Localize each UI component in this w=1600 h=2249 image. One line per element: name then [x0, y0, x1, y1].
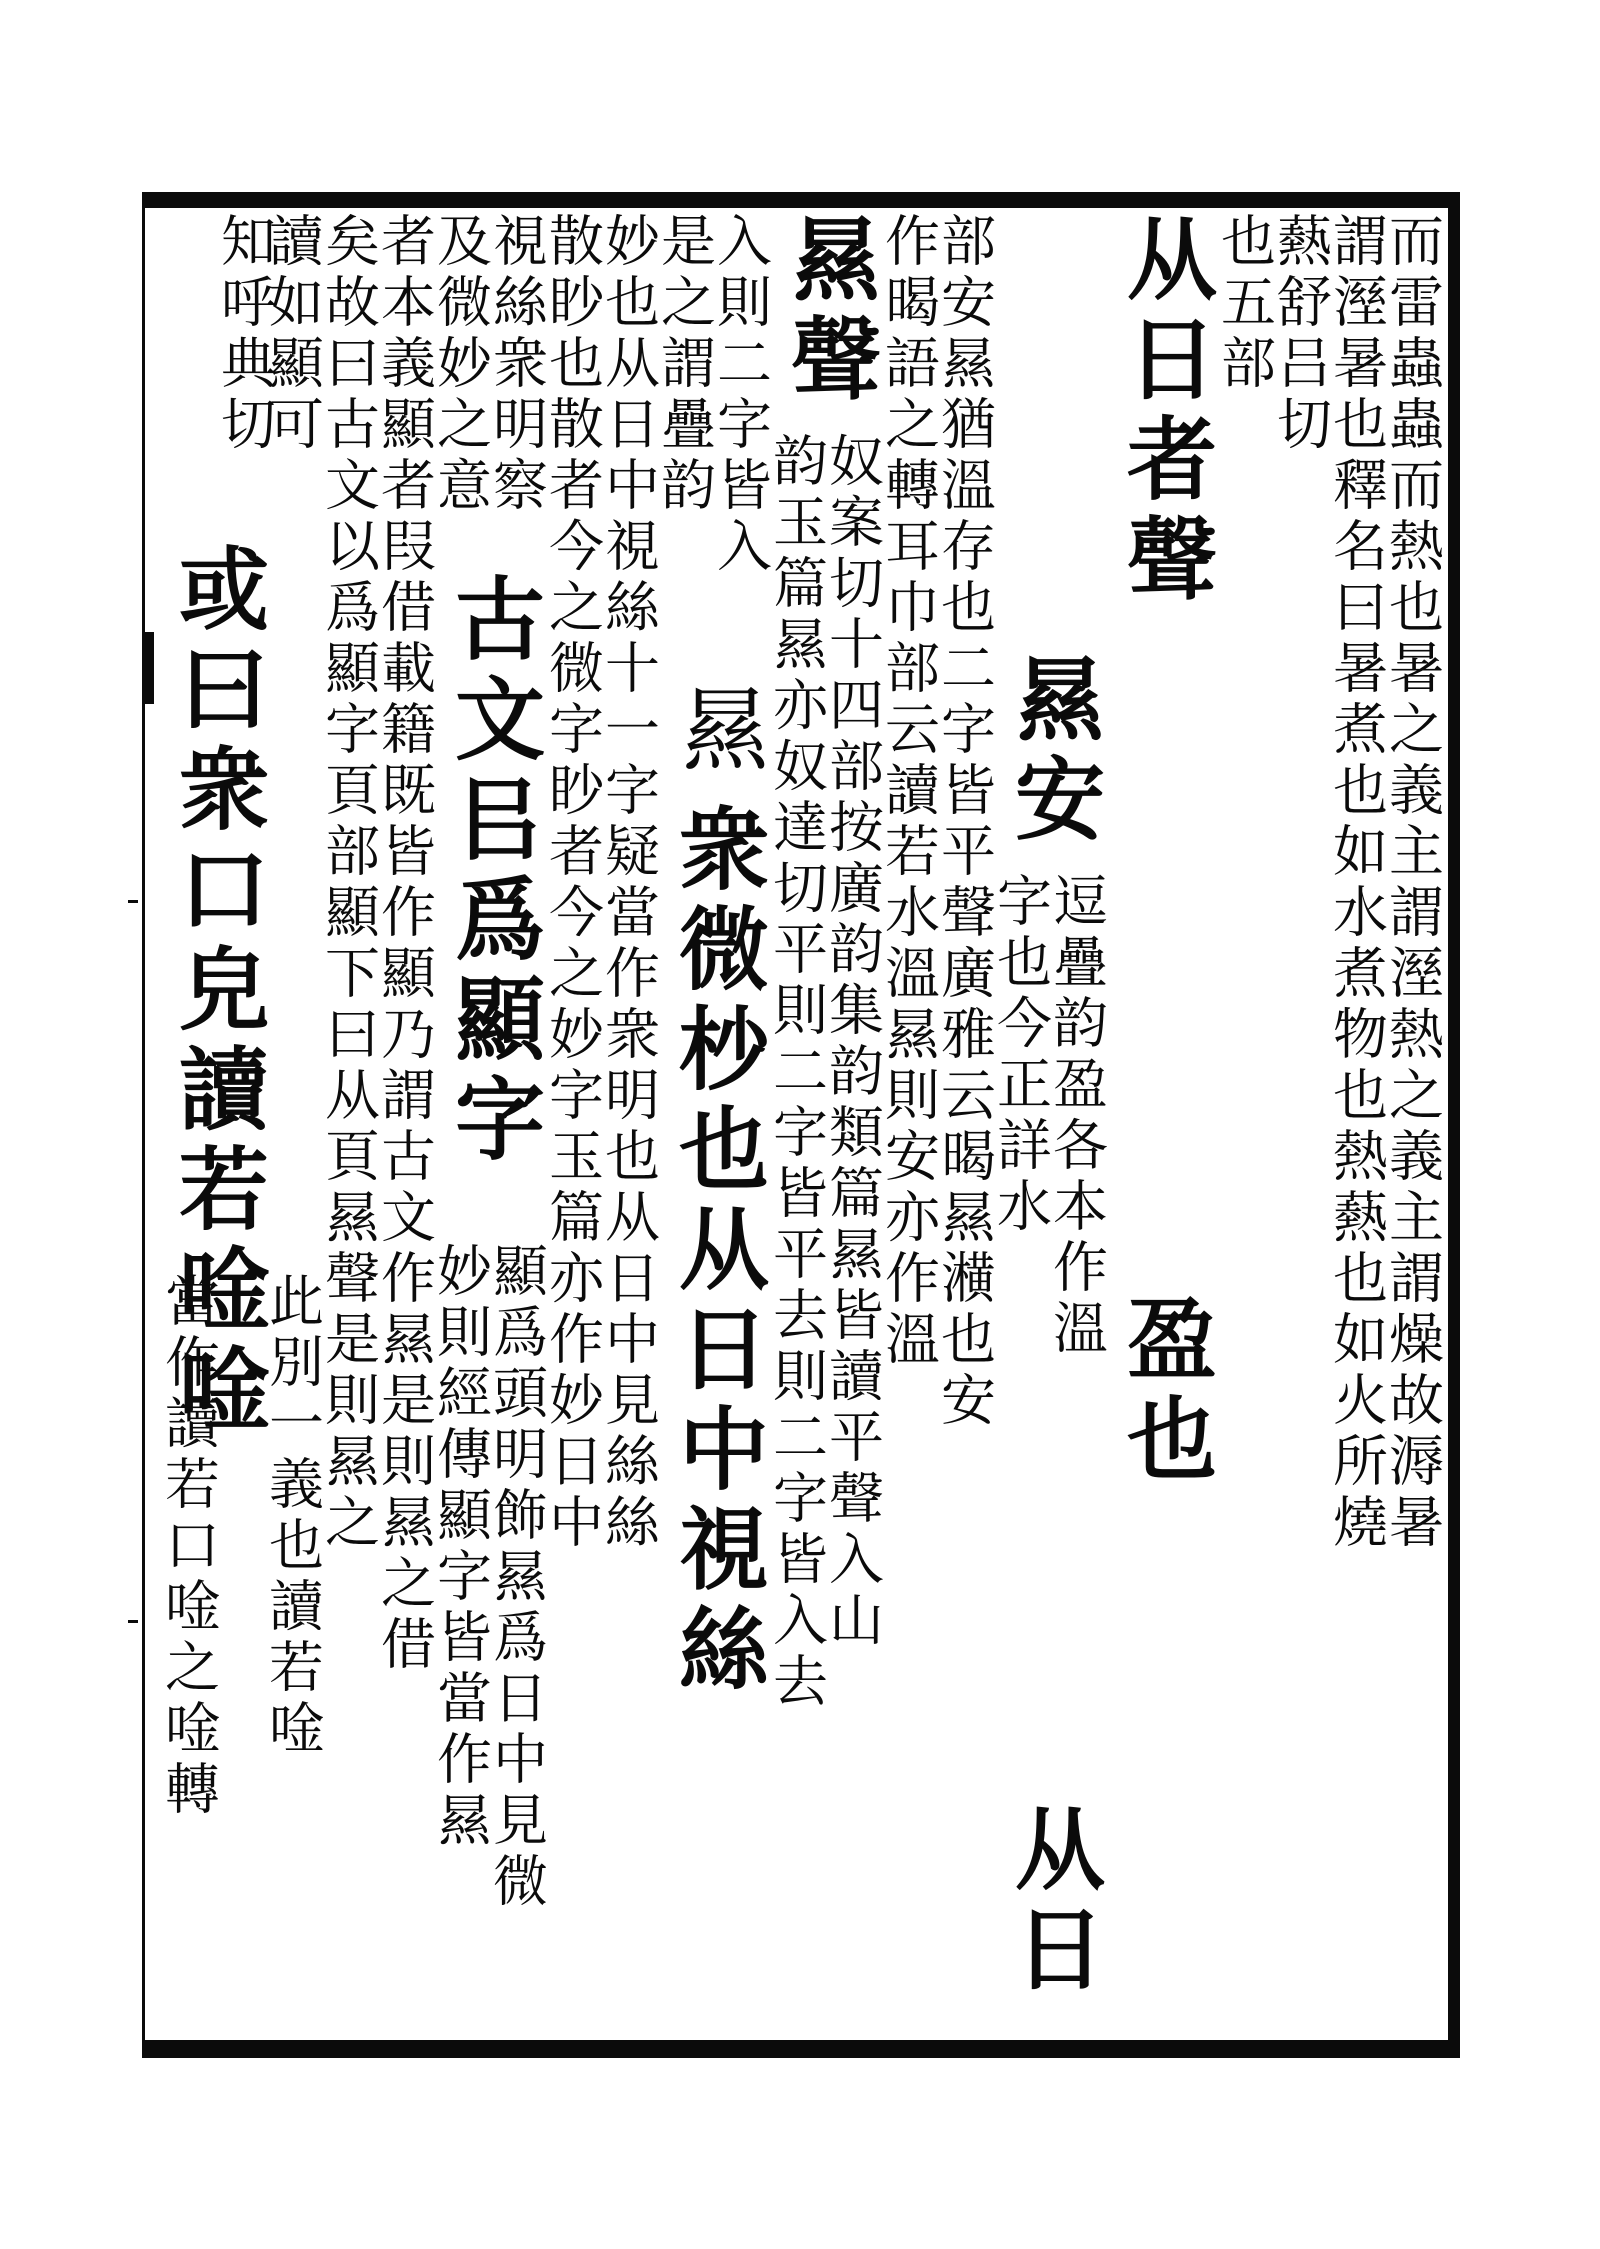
- annotation-line: 知呼典切: [212, 212, 276, 456]
- annotation-line: 讀如顯可: [260, 212, 324, 456]
- text-column: [1212, 212, 1332, 2032]
- headword-text: 或曰衆口皃讀若唫唫: [163, 542, 269, 1442]
- annotation-line: 奴案切十四部按廣韵集韵類篇㬎皆讀平聲入山: [820, 432, 884, 1652]
- headword-text: 从日: [999, 1802, 1105, 2002]
- text-column: [988, 212, 1108, 2032]
- annotation-line: 而雷蟲蟲而熱也暑之義主謂溼熱之義主謂燥故溽暑: [1380, 212, 1444, 1554]
- text-column: [1324, 212, 1444, 2032]
- annotation-line: 妙則經傳顯字皆當作㬎: [428, 1242, 492, 1852]
- text-column: [652, 212, 772, 2032]
- right-border-rule: [1448, 192, 1460, 2058]
- annotation-line: 散眇也散者今之微字眇者今之妙字玉篇亦作妙日中: [540, 212, 604, 1554]
- annotation-line: 逗疊韵盈各本作溫: [1044, 872, 1108, 1360]
- text-column: [428, 212, 548, 2032]
- annotation-line: 謂溼暑也釋名曰暑煮也如水煮物也熱爇也如火所燒: [1324, 212, 1388, 1554]
- headword-text: 从日者聲: [1111, 212, 1217, 612]
- headword-text: 古文㠯爲顯字: [439, 572, 545, 1172]
- annotation-line: 顯爲頭明飾㬎爲日中見微: [484, 1242, 548, 1913]
- annotation-line: 入則二字皆入: [708, 212, 772, 578]
- top-border-rule: [142, 192, 1460, 208]
- annotation-line: 當作讀若口唫之唫轉: [156, 1272, 220, 1821]
- headword-text: 㬎安: [999, 652, 1105, 852]
- text-column: [96, 212, 276, 2032]
- text-column: [540, 212, 660, 2032]
- annotation-line: 作暍語之轉耳巾部云讀若水溫㬎則安亦作溫: [876, 212, 940, 1371]
- text-columns: [156, 212, 1444, 2032]
- annotation-line: 者本義顯者叚借載籍既皆作顯乃謂古文作㬎是則㬎之借: [372, 212, 436, 1676]
- text-column: [316, 212, 436, 2032]
- annotation-line: 也五部: [1212, 212, 1276, 395]
- headword-text: 㬎聲: [775, 212, 881, 412]
- headword-text: 盈也: [1111, 1292, 1217, 1492]
- bottom-border-rule: [142, 2040, 1460, 2058]
- headword-text: 衆微杪也从日中視絲: [663, 802, 769, 1702]
- text-column: [876, 212, 996, 2032]
- annotation-line: 矣故曰古文以爲顯字頁部顯下曰从頁㬎聲是則㬎之: [316, 212, 380, 1554]
- annotation-line: 爇舒吕切: [1268, 212, 1332, 456]
- annotation-line: 韵玉篇㬎亦奴達切平則二字皆平去則二字皆入去: [764, 432, 828, 1713]
- annotation-line: 視絲衆明察: [484, 212, 548, 517]
- annotation-line: 部安㬎猶溫存也二字皆平聲廣雅云暍㬎㶇也安: [932, 212, 996, 1432]
- annotation-line: 及微妙之意: [428, 212, 492, 517]
- annotation-line: 字也今正詳水: [988, 872, 1052, 1238]
- annotation-line: 此別一義也讀若唫: [260, 1272, 324, 1760]
- text-column: [764, 212, 884, 2032]
- annotation-line: 妙也从日中視絲十一字疑當作衆明也从日中見絲絲: [596, 212, 660, 1554]
- annotation-line: 是之謂疊韵: [652, 212, 716, 517]
- text-column: [1104, 212, 1216, 2032]
- seal-script-glyph: 㬎: [664, 682, 769, 782]
